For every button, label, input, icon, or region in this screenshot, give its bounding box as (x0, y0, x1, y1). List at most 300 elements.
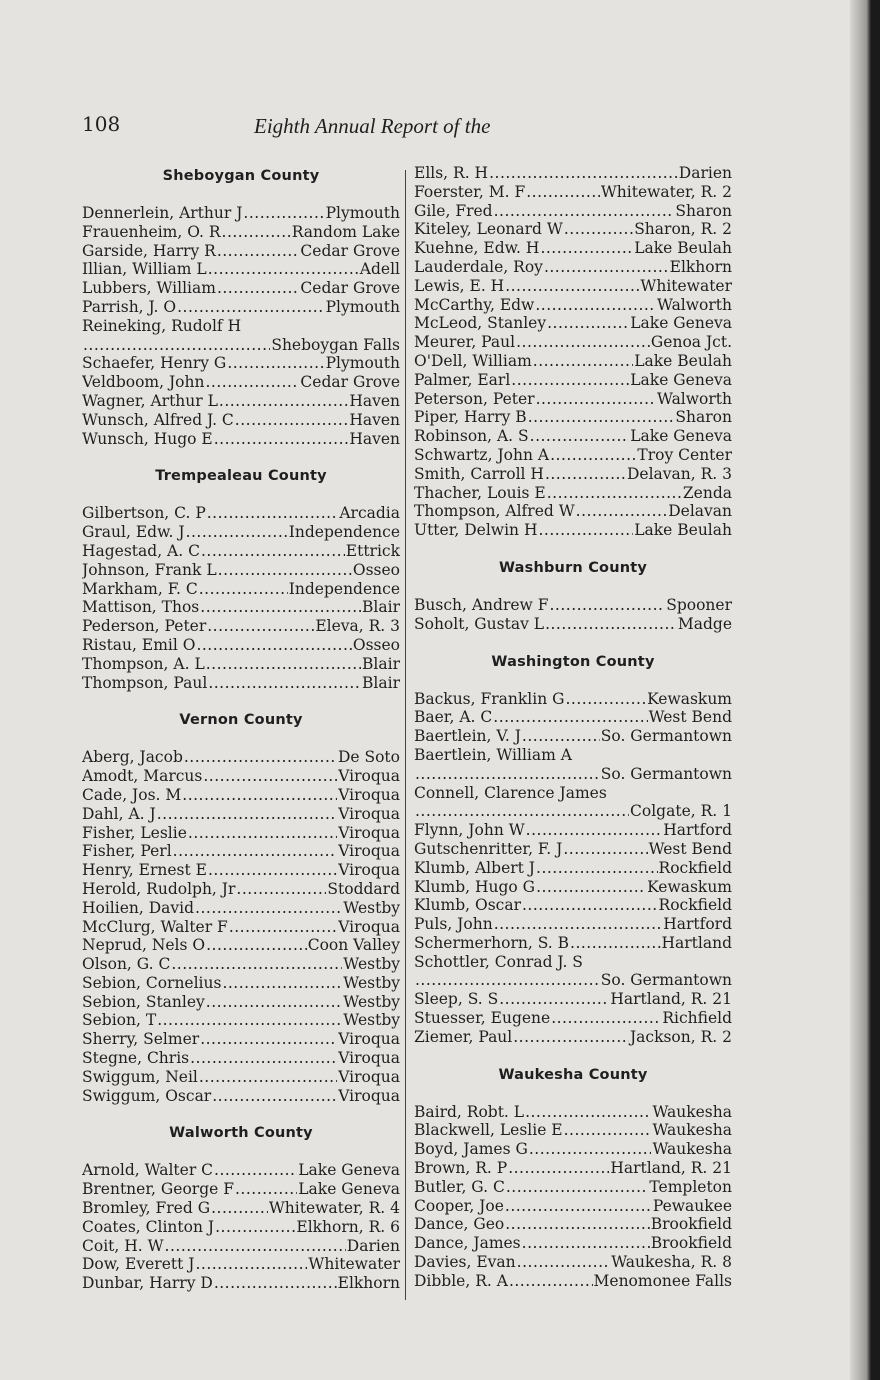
leader-dots (508, 1159, 609, 1178)
entry-place: Templeton (649, 1177, 732, 1196)
directory-entry (414, 727, 732, 746)
leader-dots (199, 1068, 337, 1087)
entry-name: Dunbar, Harry D (82, 1274, 213, 1293)
entry-name: Dibble, R. A (414, 1271, 508, 1290)
entry-place: Westby (343, 898, 400, 917)
directory-entry (414, 1103, 732, 1122)
entry-place: Waukesha, R. 8 (611, 1253, 732, 1272)
column-divider (405, 170, 406, 1300)
directory-entry (82, 1161, 400, 1180)
county-section (414, 654, 732, 1059)
directory-entry (82, 317, 400, 355)
directory-entry (82, 523, 400, 542)
entry-place: Hartland, R. 21 (610, 1159, 732, 1178)
section-gap (82, 1105, 400, 1117)
entry-place: Waukesha (652, 1140, 732, 1159)
entry-place: Delavan, R. 3 (626, 464, 732, 483)
leader-dots (157, 805, 338, 824)
entry-place: Elkhorn, R. 6 (296, 1217, 400, 1236)
directory-entry (82, 974, 400, 993)
page-edge (850, 0, 880, 1380)
entry-name: Cade, Jos. M (82, 785, 182, 804)
entry-name: Schaefer, Henry G (82, 354, 227, 373)
directory-entry (414, 878, 732, 897)
leader-dots (214, 1161, 297, 1180)
entry-place: Lake Geneva (630, 370, 732, 389)
entry-name: Sebion, Stanley (82, 992, 205, 1011)
directory-entry (414, 859, 732, 878)
leader-dots (184, 748, 337, 767)
entry-name: Boyd, James G (414, 1140, 528, 1159)
entry-name: Ells, R. H (414, 164, 489, 182)
entry-name: Ziemer, Paul (414, 1027, 513, 1046)
leader-dots (499, 990, 609, 1009)
entry-place: Blair (362, 673, 400, 692)
entry-place: Independence (288, 523, 400, 542)
entry-name: Wunsch, Hugo E (82, 429, 213, 448)
directory-entry (82, 955, 400, 974)
entry-name: Klumb, Hugo G (414, 877, 536, 896)
entry-name: Backus, Franklin G (414, 689, 565, 708)
directory-entry (414, 1197, 732, 1216)
leader-dots (544, 258, 669, 277)
directory-entry (82, 824, 400, 843)
leader-dots (513, 1028, 629, 1047)
entry-place: Adell (359, 260, 400, 279)
directory-entry (414, 915, 732, 934)
county-section (414, 1067, 732, 1303)
entry-place: Delavan (668, 502, 732, 521)
entry-place: So. Germantown (600, 727, 732, 746)
entry-place: Lake Beulah (634, 521, 732, 540)
directory-entry (414, 258, 732, 277)
leader-dots (173, 842, 338, 861)
entry-name: Kiteley, Leonard W (414, 220, 563, 239)
leader-dots (522, 1234, 650, 1253)
directory-entry (82, 1237, 400, 1256)
directory-entry (414, 202, 732, 221)
directory-entry (414, 164, 732, 183)
directory-entry (82, 1087, 400, 1106)
entry-name: Soholt, Gustav L (414, 614, 545, 633)
directory-entry (414, 390, 732, 409)
leader-dots (526, 183, 600, 202)
entry-name: Baertlein, William A (414, 745, 572, 764)
directory-entry (82, 1030, 400, 1049)
directory-entry (414, 615, 732, 634)
leader-dots (218, 561, 352, 580)
entry-place: Troy Center (637, 445, 732, 464)
leader-dots (529, 1140, 652, 1159)
leader-dots (196, 636, 351, 655)
right-column (414, 160, 732, 1303)
leader-dots (235, 411, 349, 430)
entry-name: Thompson, A. L (82, 654, 205, 673)
leader-dots (235, 1180, 297, 1199)
entry-name: Hoilien, David (82, 898, 195, 917)
directory-entry (82, 580, 400, 599)
directory-entry (82, 655, 400, 674)
leader-dots (506, 1178, 649, 1197)
entry-name: Gutschenritter, F. J (414, 839, 563, 858)
entry-name: Smith, Carroll H (414, 464, 544, 483)
leader-dots (195, 1255, 307, 1274)
leader-dots (563, 840, 647, 859)
leader-dots (550, 446, 636, 465)
leader-dots (222, 974, 342, 993)
entry-name: Foerster, M. F (414, 182, 526, 201)
entry-name: Reineking, Rudolf H (82, 316, 242, 335)
entry-name: Peterson, Peter (414, 389, 535, 408)
directory-entry (82, 842, 400, 861)
directory-entry (414, 352, 732, 371)
directory-entry (414, 934, 732, 953)
entry-place: Viroqua (338, 804, 400, 823)
entry-place: Cedar Grove (300, 373, 400, 392)
directory-entry (82, 1049, 400, 1068)
leader-dots (229, 918, 337, 937)
leader-dots (517, 1253, 611, 1272)
entry-name: Piper, Harry B (414, 408, 527, 427)
entry-name: Baird, Robt. L (414, 1102, 525, 1121)
directory-entry (82, 1274, 400, 1293)
entry-name: Dow, Everett J (82, 1255, 195, 1274)
directory-entry (414, 183, 732, 202)
county-section (82, 468, 400, 704)
directory-entry (414, 465, 732, 484)
directory-entry (414, 690, 732, 709)
leader-dots (516, 333, 650, 352)
leader-dots (530, 427, 630, 446)
entry-place: Sheboygan Falls (271, 335, 400, 354)
directory-entry (82, 204, 400, 223)
entry-name: Schwartz, John A (414, 445, 550, 464)
entry-place: Viroqua (338, 842, 400, 861)
entry-name: Wunsch, Alfred J. C (82, 410, 234, 429)
entry-place: Plymouth (325, 354, 400, 373)
entry-place: Cedar Grove (300, 279, 400, 298)
directory-entry (414, 296, 732, 315)
entry-place: Darien (678, 164, 732, 182)
directory-entry (82, 880, 400, 899)
county-heading: Washburn County (498, 559, 648, 576)
directory-entry (82, 242, 400, 261)
directory-entry (414, 1009, 732, 1028)
entry-place: Rockfield (658, 896, 732, 915)
entry-name: Butler, G. C (414, 1177, 505, 1196)
leader-dots (157, 1011, 342, 1030)
entry-name: Klumb, Oscar (414, 896, 521, 915)
entry-place: Viroqua (338, 1067, 400, 1086)
leader-dots (551, 1009, 661, 1028)
entry-place: Sharon (675, 201, 732, 220)
leader-dots (200, 1030, 337, 1049)
left-column (82, 160, 400, 1305)
leader-dots (211, 1199, 268, 1218)
entry-name: Brown, R. P (414, 1159, 508, 1178)
directory-entry (82, 617, 400, 636)
leader-dots (214, 1274, 337, 1293)
entry-place: Eleva, R. 3 (315, 617, 400, 636)
entry-place: Whitewater, R. 2 (600, 182, 732, 201)
running-title: Eighth Annual Report of the (254, 114, 491, 138)
entry-place: Plymouth (325, 297, 400, 316)
leader-dots (208, 861, 337, 880)
entry-name: Thompson, Paul (82, 673, 208, 692)
entry-name: Herold, Rudolph, Jr (82, 879, 236, 898)
entry-place: Hartford (663, 821, 732, 840)
entry-place: Lake Beulah (634, 239, 732, 258)
county-heading: Walworth County (169, 1125, 313, 1142)
leader-dots (207, 617, 314, 636)
directory-entry (82, 354, 400, 373)
entry-place: West Bend (648, 839, 732, 858)
directory-entry (82, 748, 400, 767)
entry-name: Lubbers, William (82, 279, 216, 298)
entry-place: Rockfield (658, 858, 732, 877)
directory-entry (82, 373, 400, 392)
directory-entry (414, 896, 732, 915)
entry-name: Schottler, Conrad J. S (414, 952, 583, 971)
directory-entry (414, 277, 732, 296)
leader-dots (219, 392, 348, 411)
leader-dots (505, 1197, 652, 1216)
directory-entry (82, 767, 400, 786)
leader-dots (206, 936, 307, 955)
entry-place: Darien (346, 1236, 400, 1255)
entry-name: Dance, Geo (414, 1215, 505, 1234)
entry-place: Richfield (662, 1009, 732, 1028)
county-heading: Trempealeau County (155, 468, 327, 485)
directory-entry (414, 220, 732, 239)
entry-name: Arnold, Walter C (82, 1161, 214, 1180)
directory-entry (414, 521, 732, 540)
entry-place: Hartland (661, 933, 732, 952)
entry-name: Dahl, A. J (82, 804, 156, 823)
leader-dots (549, 596, 665, 615)
directory-entry (82, 861, 400, 880)
entry-place: Westby (343, 1011, 400, 1030)
entry-place: So. Germantown (600, 971, 732, 990)
leader-dots (243, 204, 324, 223)
leader-dots (200, 598, 361, 617)
entry-name: Stuesser, Eugene (414, 1009, 551, 1028)
leader-dots (533, 352, 633, 371)
entry-place: Whitewater (640, 276, 732, 295)
leader-dots (564, 220, 633, 239)
directory-entry (82, 430, 400, 449)
directory-entry (414, 1215, 732, 1234)
entry-place: Osseo (352, 560, 400, 579)
directory-entry (82, 1218, 400, 1237)
directory-entry (82, 674, 400, 693)
entry-place: Sharon (675, 408, 732, 427)
directory-entry (414, 1140, 732, 1159)
directory-entry (82, 298, 400, 317)
directory-entry (82, 805, 400, 824)
entry-place: Viroqua (338, 917, 400, 936)
section-gap (82, 692, 400, 704)
section-gap (414, 634, 732, 646)
county-section (414, 160, 732, 552)
directory-entry (82, 1199, 400, 1218)
entry-place: Viroqua (338, 823, 400, 842)
entry-place: Genoa Jct. (650, 333, 732, 352)
leader-dots (203, 767, 337, 786)
directory-entry (414, 1159, 732, 1178)
directory-entry (82, 504, 400, 523)
entry-place: Plymouth (325, 204, 400, 222)
leader-dots (207, 504, 339, 523)
entry-name: Wagner, Arthur L (82, 391, 218, 410)
entry-place: Coon Valley (307, 936, 400, 955)
leader-dots (526, 821, 663, 840)
entry-name: Sleep, S. S (414, 990, 499, 1009)
leader-dots (535, 296, 656, 315)
entry-name: Lewis, E. H (414, 276, 505, 295)
leader-dots (215, 1218, 295, 1237)
leader-dots (415, 971, 600, 990)
entry-place: Madge (677, 614, 732, 633)
county-section (82, 168, 400, 460)
county-heading: Vernon County (179, 712, 303, 729)
directory-entry (414, 239, 732, 258)
county-heading: Sheboygan County (162, 168, 320, 184)
leader-dots (493, 708, 647, 727)
directory-entry (414, 708, 732, 727)
directory-entry (82, 936, 400, 955)
directory-entry (414, 746, 732, 784)
entry-place: Haven (349, 429, 400, 448)
entry-name: O'Dell, William (414, 351, 532, 370)
entry-name: Sebion, T (82, 1011, 157, 1030)
entry-place: Menomonee Falls (593, 1271, 732, 1290)
leader-dots (536, 390, 656, 409)
entry-place: Westby (343, 973, 400, 992)
entry-name: Markham, F. C (82, 579, 198, 598)
entry-name: McLeod, Stanley (414, 314, 547, 333)
entry-name: Hagestad, A. C (82, 541, 200, 560)
county-section (414, 560, 732, 646)
leader-dots (212, 1087, 337, 1106)
entry-place: Osseo (352, 635, 400, 654)
entry-name: Thacher, Louis E (414, 483, 546, 502)
entry-name: Swiggum, Oscar (82, 1086, 212, 1105)
entry-name: Pederson, Peter (82, 617, 207, 636)
leader-dots (525, 1103, 651, 1122)
entry-place: Brookfield (650, 1215, 732, 1234)
leader-dots (509, 1272, 593, 1291)
leader-dots (182, 786, 337, 805)
leader-dots (171, 955, 342, 974)
entry-place: Random Lake (291, 222, 400, 241)
leader-dots (208, 674, 361, 693)
entry-name: Parrish, J. O (82, 297, 177, 316)
directory-entry (82, 1180, 400, 1199)
entry-place: Viroqua (338, 785, 400, 804)
entry-name: Bromley, Fred G (82, 1199, 211, 1218)
entry-name: Johnson, Frank L (82, 560, 217, 579)
leader-dots (545, 615, 677, 634)
directory-entry (82, 918, 400, 937)
entry-place: Whitewater (308, 1255, 400, 1274)
entry-place: Kewaskum (647, 689, 732, 708)
entry-place: Blair (362, 654, 400, 673)
directory-entry (414, 1121, 732, 1140)
entry-name: Davies, Evan (414, 1253, 516, 1272)
entry-place: Viroqua (338, 1030, 400, 1049)
leader-dots (536, 859, 658, 878)
leader-dots (545, 465, 626, 484)
page-header (82, 112, 552, 142)
entry-name: Flynn, John W (414, 821, 525, 840)
leader-dots (206, 993, 343, 1012)
entry-place: Hartland, R. 21 (610, 990, 732, 1009)
leader-dots (494, 202, 675, 221)
directory-entry (414, 446, 732, 465)
entry-name: Busch, Andrew F (414, 595, 549, 614)
entry-name: Veldboom, John (82, 373, 205, 392)
directory-entry (82, 411, 400, 430)
entry-name: Cooper, Joe (414, 1196, 504, 1215)
leader-dots (511, 371, 629, 390)
leader-dots (540, 239, 633, 258)
leader-dots (522, 896, 658, 915)
entry-place: Elkhorn (669, 257, 732, 276)
directory-entry (82, 392, 400, 411)
directory-entry (414, 953, 732, 991)
entry-name: Dennerlein, Arthur J (82, 204, 243, 222)
leader-dots (217, 242, 300, 261)
entry-name: Blackwell, Leslie E (414, 1121, 563, 1140)
leader-dots (415, 802, 629, 821)
leader-dots (222, 223, 291, 242)
entry-name: Kuehne, Edw. H (414, 239, 540, 258)
directory-entry (82, 223, 400, 242)
leader-dots (494, 915, 663, 934)
directory-entry (414, 1178, 732, 1197)
entry-place: Colgate, R. 1 (630, 802, 732, 821)
entry-place: Zenda (682, 483, 732, 502)
county-heading: Washington County (491, 653, 655, 670)
leader-dots (489, 164, 678, 183)
entry-name: Henry, Ernest E (82, 861, 207, 880)
entry-place: Lake Beulah (634, 351, 732, 370)
leader-dots (564, 1121, 652, 1140)
directory-entry (82, 598, 400, 617)
leader-dots (570, 934, 660, 953)
entry-name: Stegne, Chris (82, 1049, 190, 1068)
entry-place: Kewaskum (647, 877, 732, 896)
entry-place: Lake Geneva (630, 427, 732, 446)
entry-name: Robinson, A. S (414, 427, 529, 446)
directory-entry (414, 596, 732, 615)
entry-place: Waukesha (652, 1121, 732, 1140)
leader-dots (505, 277, 639, 296)
directory-entry (414, 1272, 732, 1291)
entry-place: Stoddard (327, 879, 400, 898)
section-gap (82, 1293, 400, 1305)
county-heading: Waukesha County (498, 1066, 648, 1083)
entry-place: Waukesha (652, 1102, 732, 1121)
entry-place: Viroqua (338, 1049, 400, 1068)
entry-name: Puls, John (414, 915, 493, 934)
leader-dots (186, 523, 288, 542)
entry-place: Viroqua (338, 861, 400, 880)
leader-dots (190, 1049, 337, 1068)
entry-name: Gilbertson, C. P (82, 504, 206, 523)
entry-name: Thompson, Alfred W (414, 502, 575, 521)
